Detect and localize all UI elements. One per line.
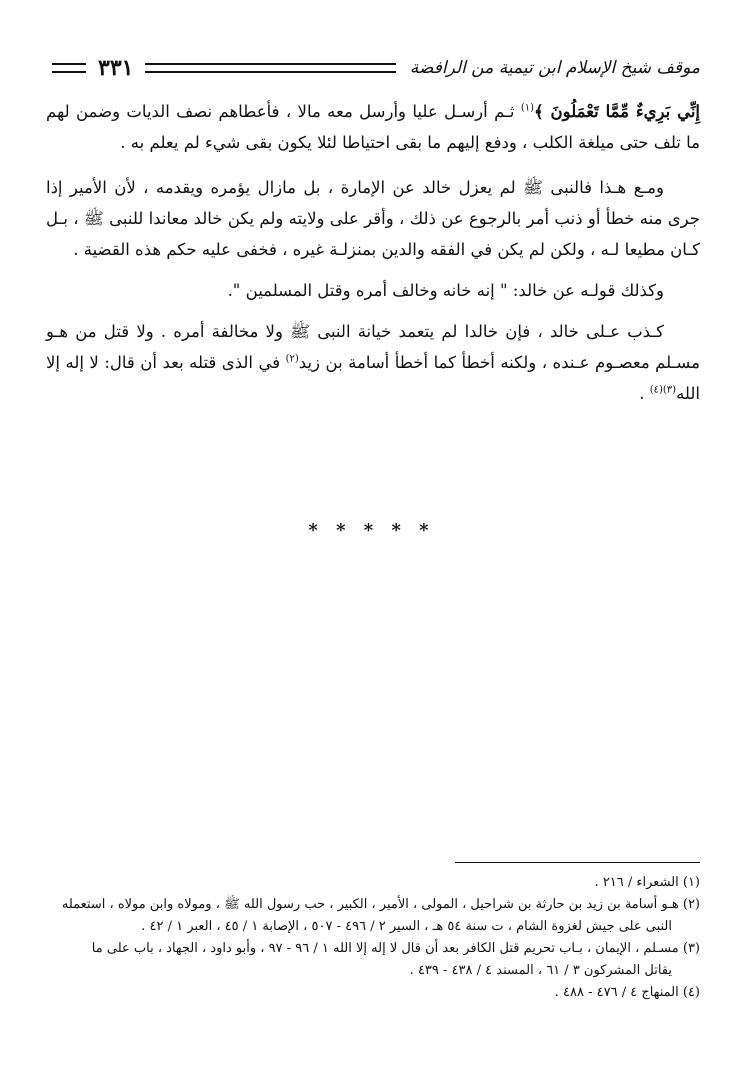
footnote-3: (٣) مسـلم ، الإيمان ، بـاب تحريم قتل الكافر بعد أن قال لا إله إلا الله ١ / ٩٦ - ٩٧ ، وأبو داود ، الجهاد ، باب على ما — [91, 941, 700, 956]
footnote-ref-3-4: (٣)(٤) — [649, 384, 677, 396]
main-text — [46, 96, 700, 419]
footnote-2-continued: النبى على جيش لغزوة الشام ، ت سنة ٥٤ هـ ، السير ٢ / ٤٩٦ - ٥٠٧ ، الإصابة ١ / ٤٥ ، العبر ١ / ٤٢ . — [141, 919, 672, 934]
header-rule-right — [52, 63, 86, 73]
paragraph-4-text-a: كـذب عـلى خالد ، فإن خالدا لم يتعمد خيانة النبى ﷺ ولا مخالفة أمره . ولا قتل من هـو مسـلم معصـوم عـنده ، ولكنه أخطأ كما أخطأ أسامة بن زيد — [46, 322, 700, 372]
quran-verse: إِنِّي بَرِيءٌ مِّمَّا تَعْمَلُونَ ﴾ — [534, 102, 701, 121]
page-number: ٣٣١ — [98, 55, 134, 81]
paragraph-3: وكذلك قولـه عن خالد: " إنه خانه وخالف أمره وقتل المسلمين ". — [227, 281, 664, 300]
footnote-ref-1: (١) — [520, 102, 535, 114]
header-title: موقف شيخ الإسلام ابن تيمية من الرافضة — [409, 58, 700, 78]
footnote-ref-2: (٢) — [285, 353, 299, 365]
footnotes — [46, 872, 700, 1004]
section-separator: * * * * * — [308, 520, 435, 541]
paragraph-4-text-b: في الذى قتله بعد أن قال: لا إله إلا الله — [46, 353, 700, 403]
header-rule-left — [145, 63, 395, 73]
paragraph-4 — [46, 316, 700, 409]
footnote-3-continued: يقاتل المشركون ٣ / ٦١ ، المسند ٤ / ٤٣٨ - ٤٣٩ . — [409, 963, 672, 978]
footnote-1: (١) الشعراء / ٢١٦ . — [594, 875, 700, 890]
footnote-2: (٢) هـو أسامة بن زيد بن حارثة بن شراحيل ، المولى ، الأمير ، الكبير ، حب رسول الله ﷺ ، ومولاه وابن مولاه ، استعمله — [61, 897, 700, 912]
running-header — [46, 50, 700, 86]
footnote-4: (٤) المنهاج ٤ / ٤٧٦ - ٤٨٨ . — [554, 985, 700, 1000]
paragraph-1 — [46, 96, 700, 158]
paragraph-4-text-c: . — [639, 384, 650, 403]
paragraph-1-text: ثـم أرسـل عليا وأرسل معه مالا ، فأعطاهم نصف الديات وضمن لهم ما تلف حتى ميلغة الكلب ، ودفع إليهم ما بقى احتياطا لئلا يكون بقى شيء لم يعلم به . — [46, 102, 700, 152]
paragraph-2: ومـع هـذا فالنبى ﷺ لم يعزل خالد عن الإمارة ، بل مازال يؤمره ويقدمه ، لأن الأمير إذا جرى منه خطأ أو ذنب أمر بالرجوع عن ذلك ، وأقر على ولايته ولم يكن خالد معاندا للنبى ﷺ ، بـل كـان مطيعا لـه ، ولكن لم يكن في الفقه والدين بمنزلـة غيره ، فخفى عليه حكم هذه القضية . — [46, 178, 700, 259]
footnote-rule — [455, 862, 700, 863]
